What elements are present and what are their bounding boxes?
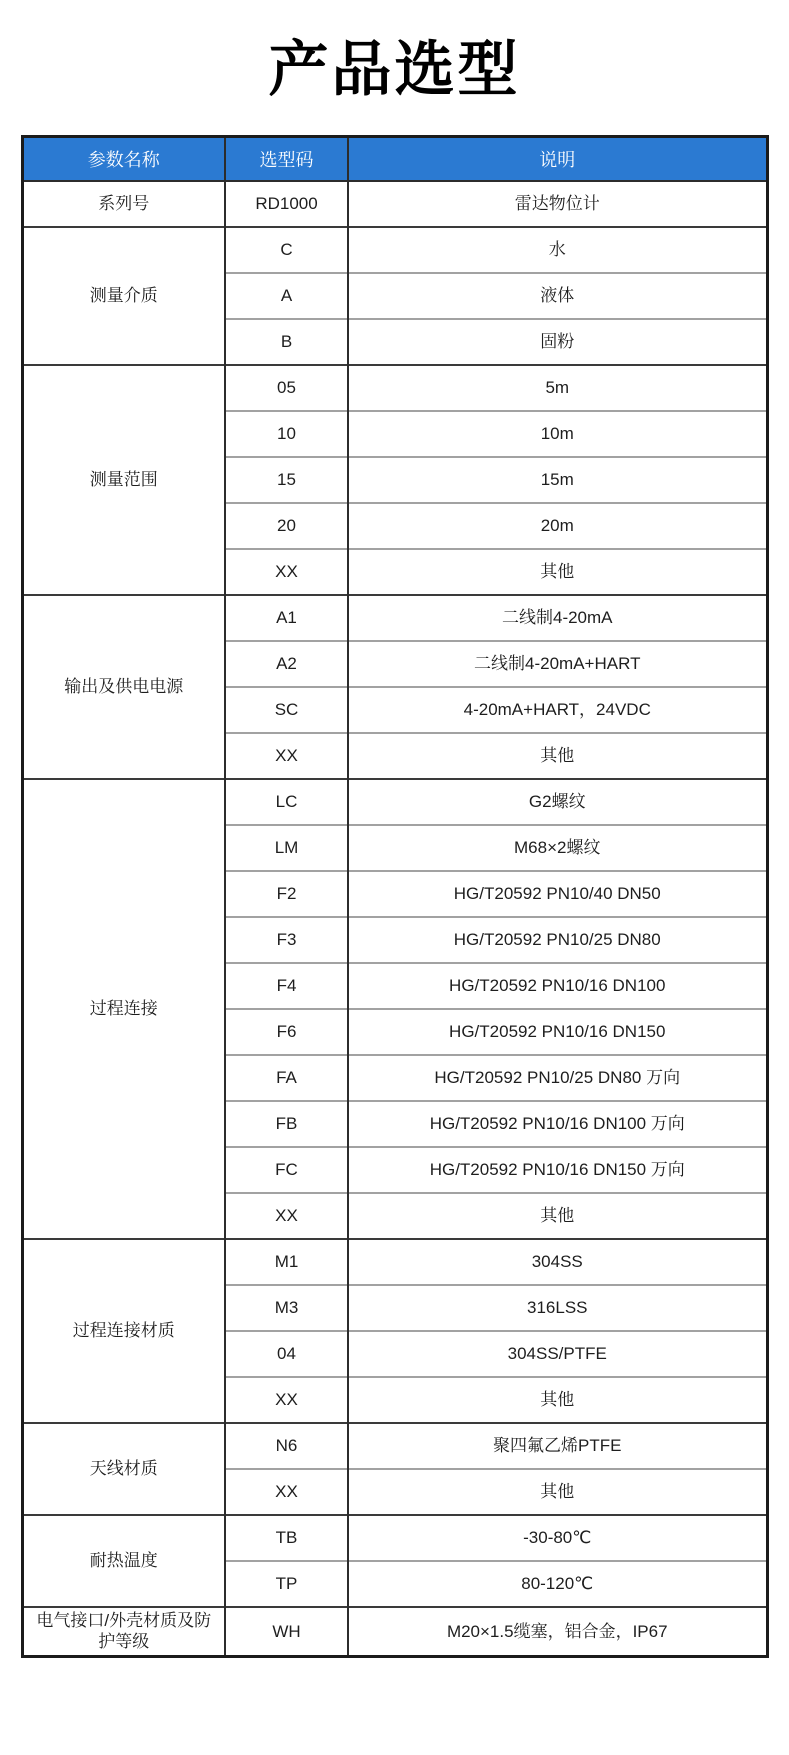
description-cell: 水: [348, 227, 767, 273]
description-cell: HG/T20592 PN10/16 DN100: [348, 963, 767, 1009]
table-row: [22, 365, 767, 411]
selection-code-cell: 20: [225, 503, 348, 549]
description-cell: 其他: [348, 549, 767, 595]
description-cell: 80-120℃: [348, 1561, 767, 1607]
description-cell: HG/T20592 PN10/40 DN50: [348, 871, 767, 917]
description-cell: G2螺纹: [348, 779, 767, 825]
selection-code-cell: 05: [225, 365, 348, 411]
selection-code-cell: B: [225, 319, 348, 365]
selection-code-cell: F3: [225, 917, 348, 963]
description-cell: 其他: [348, 1469, 767, 1515]
table-header: [22, 137, 767, 182]
description-cell: 5m: [348, 365, 767, 411]
selection-code-cell: LC: [225, 779, 348, 825]
param-name-cell: 天线材质: [22, 1423, 225, 1515]
selection-code-cell: LM: [225, 825, 348, 871]
table-header-row: [22, 137, 767, 182]
selection-code-cell: XX: [225, 1469, 348, 1515]
param-name-cell: 耐热温度: [22, 1515, 225, 1607]
column-header-param: 参数名称: [22, 137, 225, 182]
selection-code-cell: FB: [225, 1101, 348, 1147]
selection-code-cell: XX: [225, 733, 348, 779]
table-row: [22, 181, 767, 227]
selection-code-cell: TB: [225, 1515, 348, 1561]
selection-code-cell: 04: [225, 1331, 348, 1377]
table-row: [22, 595, 767, 641]
table-row: [22, 779, 767, 825]
description-cell: M68×2螺纹: [348, 825, 767, 871]
description-cell: 聚四氟乙烯PTFE: [348, 1423, 767, 1469]
description-cell: 304SS/PTFE: [348, 1331, 767, 1377]
spec-table-body: [22, 181, 767, 1656]
selection-code-cell: XX: [225, 549, 348, 595]
selection-code-cell: TP: [225, 1561, 348, 1607]
param-name-cell: 系列号: [22, 181, 225, 227]
table-row: [22, 1239, 767, 1285]
selection-code-cell: N6: [225, 1423, 348, 1469]
description-cell: 其他: [348, 1193, 767, 1239]
selection-code-cell: 10: [225, 411, 348, 457]
selection-code-cell: WH: [225, 1607, 348, 1656]
description-cell: 液体: [348, 273, 767, 319]
description-cell: HG/T20592 PN10/25 DN80: [348, 917, 767, 963]
description-cell: 雷达物位计: [348, 181, 767, 227]
param-name-cell: 过程连接材质: [22, 1239, 225, 1423]
selection-code-cell: M1: [225, 1239, 348, 1285]
selection-code-cell: A: [225, 273, 348, 319]
description-cell: 304SS: [348, 1239, 767, 1285]
table-row: [22, 227, 767, 273]
selection-code-cell: FC: [225, 1147, 348, 1193]
description-cell: 10m: [348, 411, 767, 457]
selection-code-cell: A1: [225, 595, 348, 641]
description-cell: HG/T20592 PN10/16 DN150 万向: [348, 1147, 767, 1193]
description-cell: HG/T20592 PN10/16 DN100 万向: [348, 1101, 767, 1147]
param-name-cell: 过程连接: [22, 779, 225, 1239]
param-name-cell: 测量范围: [22, 365, 225, 595]
selection-code-cell: XX: [225, 1193, 348, 1239]
param-name-cell: 测量介质: [22, 227, 225, 365]
column-header-code: 选型码: [225, 137, 348, 182]
selection-code-cell: F6: [225, 1009, 348, 1055]
description-cell: 其他: [348, 1377, 767, 1423]
description-cell: 15m: [348, 457, 767, 503]
description-cell: HG/T20592 PN10/25 DN80 万向: [348, 1055, 767, 1101]
description-cell: HG/T20592 PN10/16 DN150: [348, 1009, 767, 1055]
selection-code-cell: 15: [225, 457, 348, 503]
selection-code-cell: C: [225, 227, 348, 273]
description-cell: 固粉: [348, 319, 767, 365]
table-row: [22, 1607, 767, 1656]
selection-code-cell: XX: [225, 1377, 348, 1423]
column-header-desc: 说明: [348, 137, 767, 182]
selection-code-cell: M3: [225, 1285, 348, 1331]
selection-code-cell: A2: [225, 641, 348, 687]
page-title: 产品选型: [268, 36, 521, 103]
selection-code-cell: FA: [225, 1055, 348, 1101]
product-selection-table: [21, 135, 769, 1658]
param-name-cell: 电气接口/外壳材质及防护等级: [22, 1607, 225, 1656]
selection-code-cell: F2: [225, 871, 348, 917]
table-row: [22, 1515, 767, 1561]
description-cell: M20×1.5缆塞，铝合金，IP67: [348, 1607, 767, 1656]
description-cell: 4-20mA+HART，24VDC: [348, 687, 767, 733]
selection-code-cell: SC: [225, 687, 348, 733]
description-cell: -30-80℃: [348, 1515, 767, 1561]
description-cell: 二线制4-20mA: [348, 595, 767, 641]
selection-code-cell: F4: [225, 963, 348, 1009]
description-cell: 二线制4-20mA+HART: [348, 641, 767, 687]
param-name-cell: 输出及供电电源: [22, 595, 225, 779]
description-cell: 20m: [348, 503, 767, 549]
table-row: [22, 1423, 767, 1469]
selection-code-cell: RD1000: [225, 181, 348, 227]
description-cell: 其他: [348, 733, 767, 779]
description-cell: 316LSS: [348, 1285, 767, 1331]
